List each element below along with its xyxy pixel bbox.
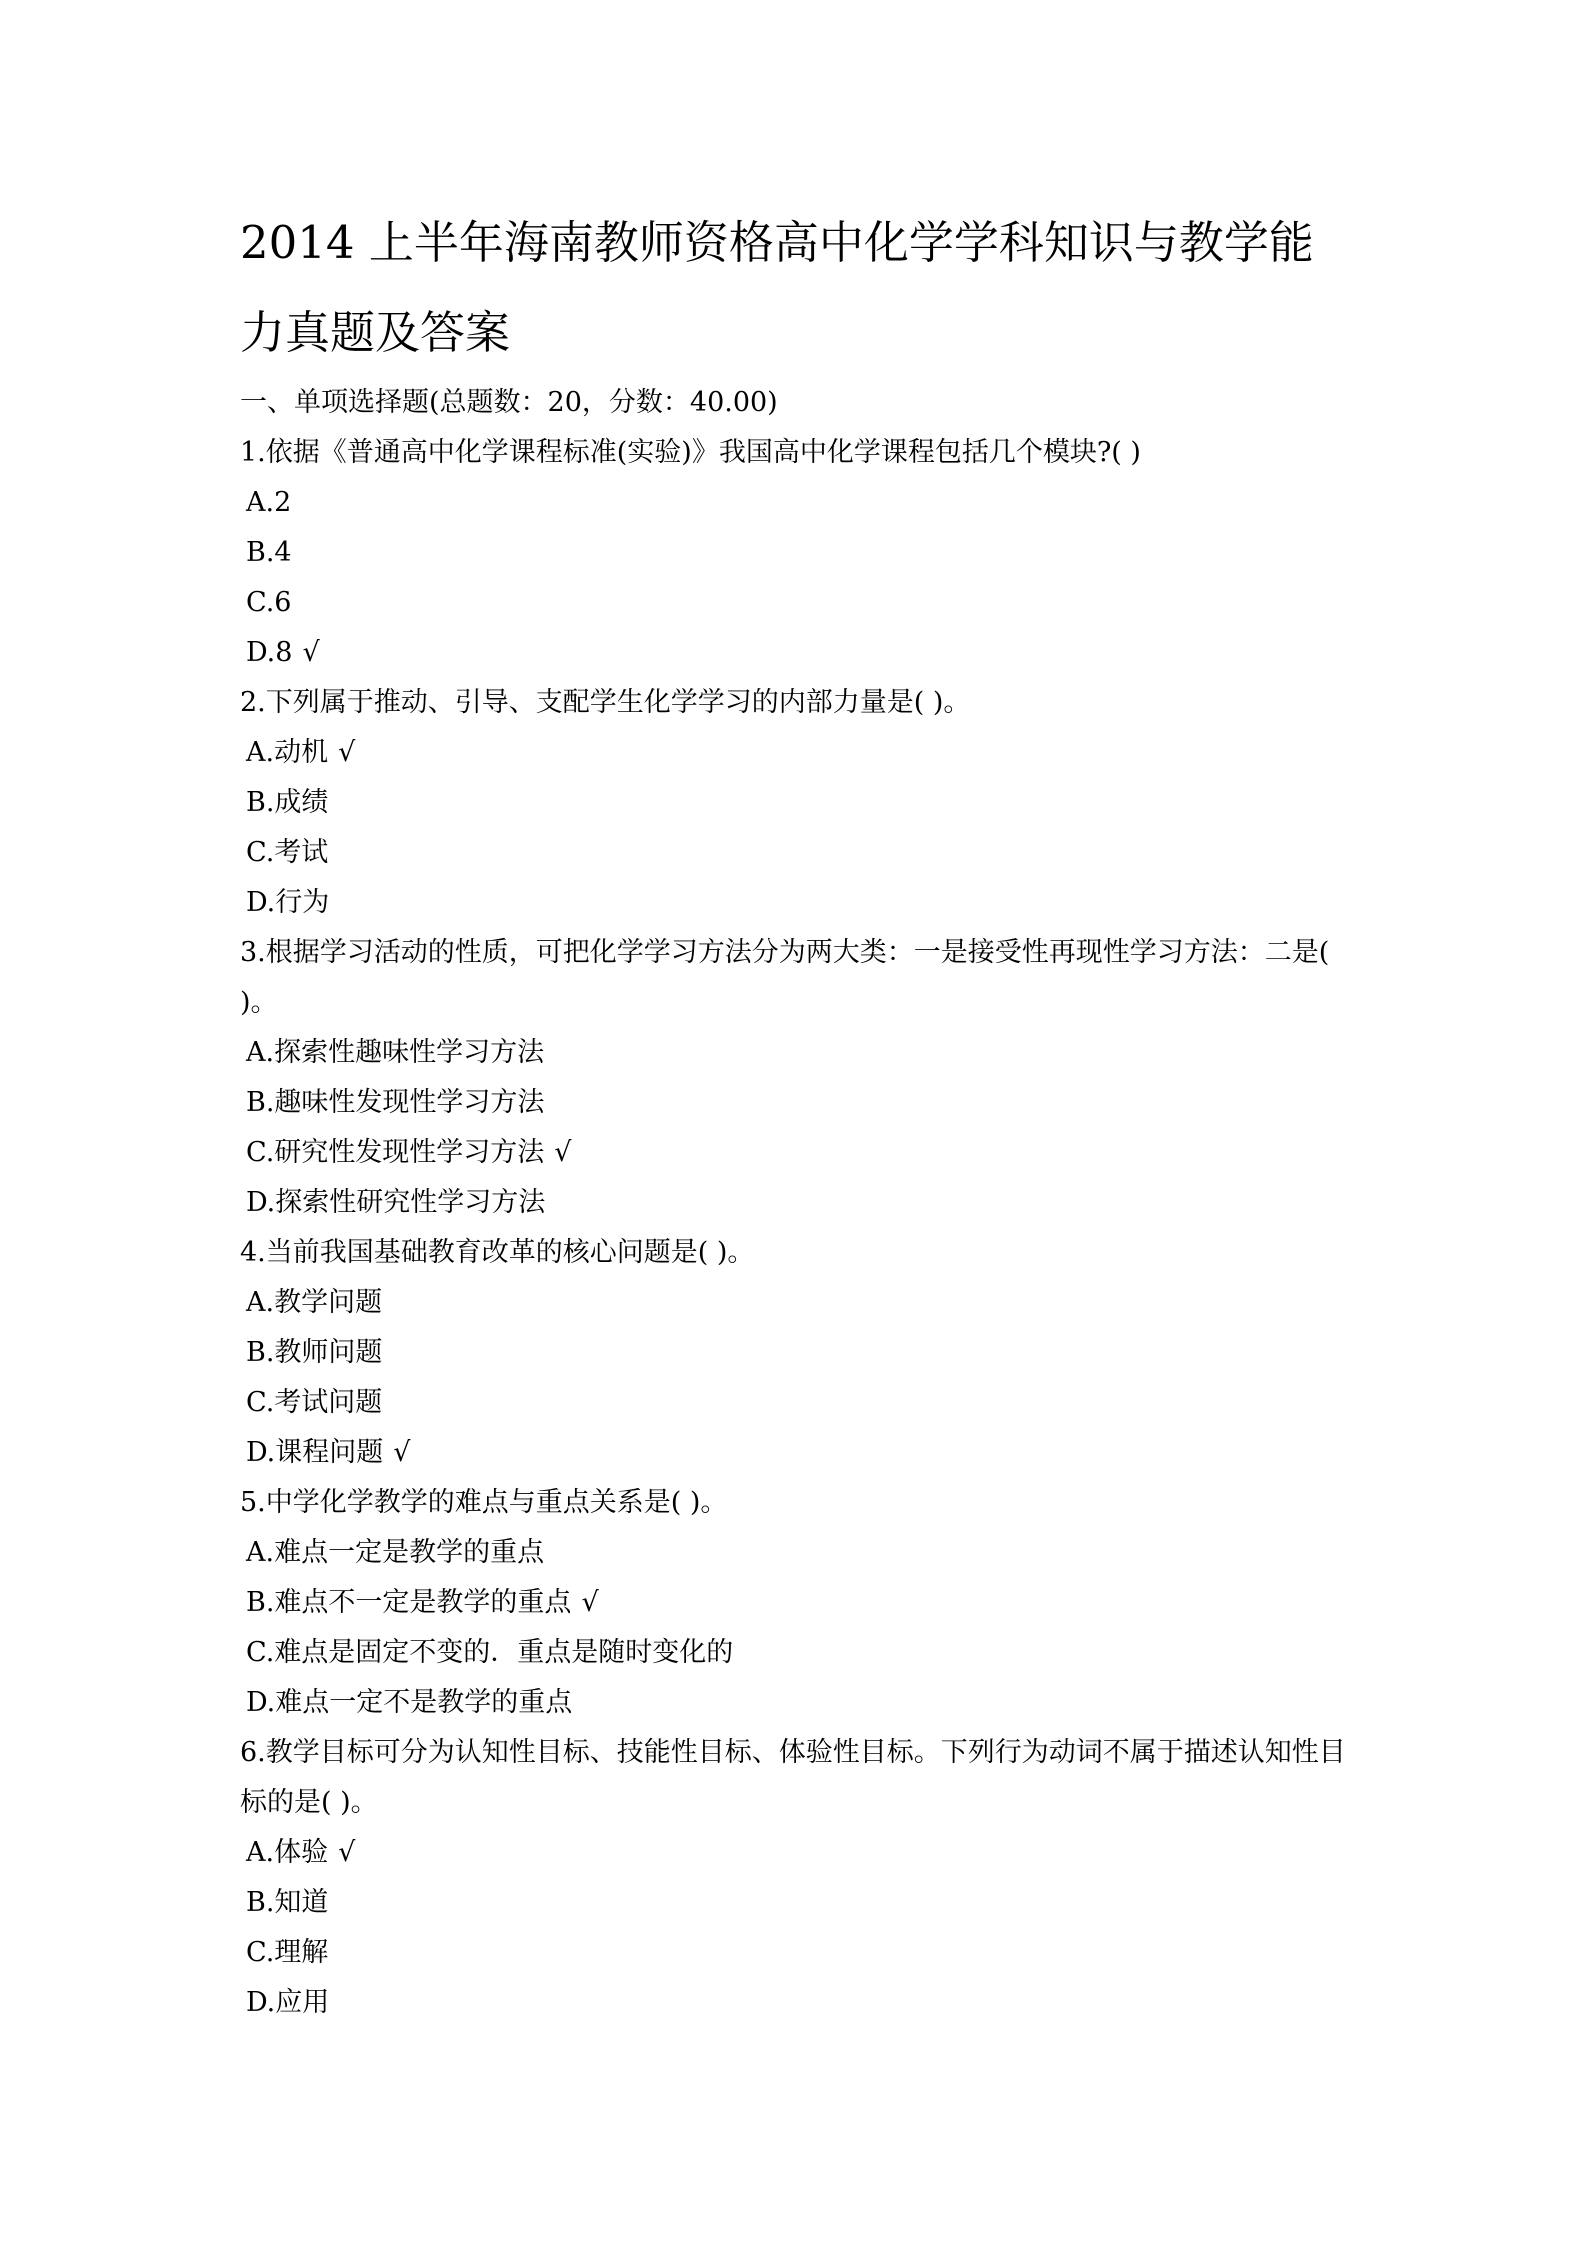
answer-option-label: D.应用: [246, 1987, 330, 2018]
answer-option-label: D.探索性研究性学习方法: [246, 1187, 546, 1218]
answer-option-label: C.考试: [246, 837, 329, 868]
answer-option: [240, 1278, 1350, 1328]
answer-option: [240, 478, 1350, 528]
answer-option: [240, 1378, 1350, 1428]
question-text: 1.依据《普通高中化学课程标准(实验)》我国高中化学课程包括几个模块?( ): [240, 437, 1141, 468]
answer-option: [240, 1028, 1350, 1078]
answer-option: [240, 1128, 1350, 1178]
check-mark-icon: √: [554, 1137, 572, 1168]
check-mark-icon: √: [338, 737, 356, 768]
answer-option: [240, 1078, 1350, 1128]
answer-option: [240, 1978, 1350, 2028]
answer-option: [240, 1528, 1350, 1578]
answer-option-label: A.难点一定是教学的重点: [246, 1537, 545, 1568]
answer-option: [240, 1678, 1350, 1728]
answer-option-label: C.6: [246, 587, 292, 618]
answer-option: [240, 1828, 1350, 1878]
question-text: 4.当前我国基础教育改革的核心问题是( )。: [240, 1237, 755, 1268]
answer-option-label: B.难点不一定是教学的重点: [246, 1587, 572, 1618]
answer-option-label: B.4: [246, 537, 292, 568]
answer-option: [240, 528, 1350, 578]
document-content: [240, 198, 1350, 2028]
answer-option: [240, 1428, 1350, 1478]
answer-option-label: B.教师问题: [246, 1337, 383, 1368]
answer-option-label: A.动机: [246, 737, 329, 768]
answer-option: [240, 728, 1350, 778]
answer-option-label: A.2: [246, 487, 292, 518]
check-mark-icon: √: [393, 1437, 411, 1468]
answer-option: [240, 878, 1350, 928]
document-title: 2014 上半年海南教师资格高中化学学科知识与教学能力真题及答案: [240, 216, 1314, 359]
question-text: 3.根据学习活动的性质，可把化学学习方法分为两大类：一是接受性再现性学习方法：二是( )。: [240, 937, 1330, 1018]
question-list: [240, 428, 1350, 2028]
answer-option: [240, 828, 1350, 878]
answer-option-label: A.探索性趣味性学习方法: [246, 1037, 545, 1068]
answer-option-label: D.行为: [246, 887, 330, 918]
answer-option-label: D.8: [246, 637, 293, 668]
check-mark-icon: √: [338, 1837, 356, 1868]
answer-option-label: C.研究性发现性学习方法: [246, 1137, 545, 1168]
answer-option: [240, 1628, 1350, 1678]
answer-option-label: B.成绩: [246, 787, 329, 818]
answer-option: [240, 1328, 1350, 1378]
answer-option: [240, 1178, 1350, 1228]
answer-option: [240, 1878, 1350, 1928]
check-mark-icon: √: [581, 1587, 599, 1618]
answer-option: [240, 1928, 1350, 1978]
answer-option: [240, 578, 1350, 628]
question-text: 2.下列属于推动、引导、支配学生化学学习的内部力量是( )。: [240, 687, 971, 718]
question-text: 5.中学化学教学的难点与重点关系是( )。: [240, 1487, 728, 1518]
question-text: 6.教学目标可分为认知性目标、技能性目标、体验性目标。下列行为动词不属于描述认知性目标的是( )。: [240, 1737, 1346, 1818]
answer-option-label: D.难点一定不是教学的重点: [246, 1687, 573, 1718]
answer-option-label: C.考试问题: [246, 1387, 383, 1418]
answer-option-label: B.趣味性发现性学习方法: [246, 1087, 545, 1118]
answer-option-label: A.体验: [246, 1837, 329, 1868]
answer-option-label: A.教学问题: [246, 1287, 383, 1318]
answer-option-label: C.难点是固定不变的．重点是随时变化的: [246, 1637, 734, 1668]
answer-option: [240, 778, 1350, 828]
answer-option: [240, 1578, 1350, 1628]
answer-option-label: D.课程问题: [246, 1437, 384, 1468]
check-mark-icon: √: [302, 637, 320, 668]
answer-option-label: C.理解: [246, 1937, 329, 1968]
answer-option: [240, 628, 1350, 678]
section-heading: 一、单项选择题(总题数：20，分数：40.00): [240, 387, 778, 418]
answer-option-label: B.知道: [246, 1887, 329, 1918]
